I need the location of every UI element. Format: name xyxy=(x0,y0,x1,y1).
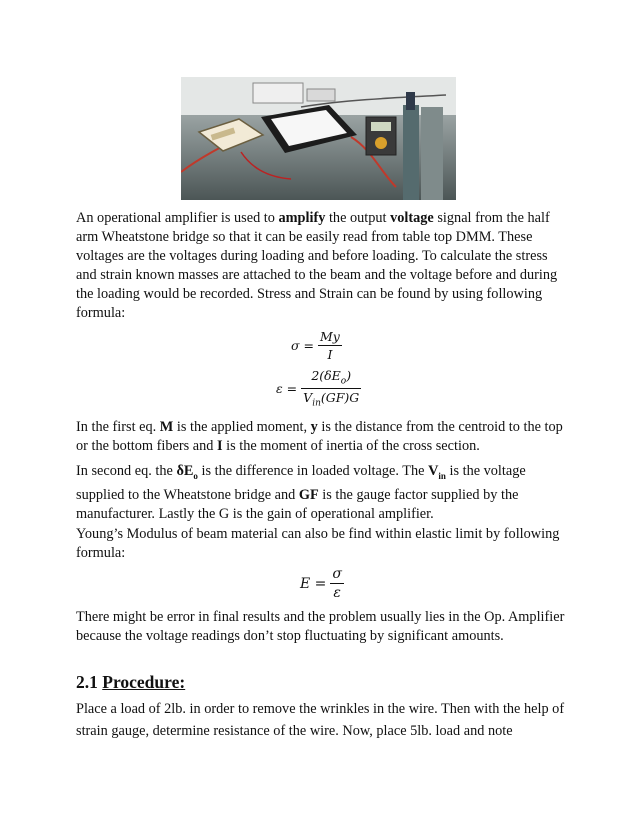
bold-term-voltage: voltage xyxy=(390,210,434,226)
symbol-text: V xyxy=(428,463,439,479)
fraction-denominator xyxy=(301,388,361,409)
text-run: the output xyxy=(325,210,391,226)
bold-symbol-y: y xyxy=(310,419,318,435)
bold-symbol-vin xyxy=(428,463,446,479)
numerator-part: ) xyxy=(346,368,352,383)
denominator-part: V xyxy=(303,389,313,405)
fraction xyxy=(301,368,361,408)
text-run: In second eq. the xyxy=(76,463,177,479)
equation-stress xyxy=(291,329,342,362)
fraction xyxy=(330,566,344,601)
paragraph-youngs-modulus: Young’s Modulus of beam material can also be find within elastic limit by following formula: xyxy=(76,526,560,561)
paragraph-first-equation-explanation xyxy=(76,418,566,456)
denominator-subscript: in xyxy=(312,398,321,408)
heading-number: 2.1 xyxy=(76,672,103,692)
symbol-subscript: o xyxy=(193,470,198,481)
equation-lhs: σ = xyxy=(291,338,314,353)
paragraph-procedure-steps: Place a load of 2lb. in order to remove the wrinkles in the wire. Then with the help of strain gauge, determine resistance of the wire. Now, place 5lb. load and note xyxy=(76,701,565,739)
fraction-denominator: I xyxy=(318,345,342,362)
bold-symbol-gf: GF xyxy=(298,486,319,503)
text-run: is the distance from the centroid to the top or the bottom fibers and xyxy=(76,419,563,454)
equation-strain xyxy=(276,368,361,408)
heading-title: Procedure: xyxy=(102,672,186,692)
bold-symbol-m: M xyxy=(159,419,174,435)
bold-term-amplify: amplify xyxy=(278,210,326,226)
text-run: is the voltage supplied to the Wheatstone bridge and xyxy=(76,463,526,503)
equation-lhs: E = xyxy=(300,575,327,592)
numerator-part: 2(δE xyxy=(311,368,341,383)
fraction-numerator: My xyxy=(319,329,340,344)
equation-lhs: ε = xyxy=(276,380,298,396)
fraction-numerator: σ xyxy=(332,566,342,582)
symbol-subscript: in xyxy=(438,470,446,481)
paragraph-error-note: There might be error in final results and the problem usually lies in the Op. Amplifier because the voltage readings don’t stop fluctuating by significant amounts. xyxy=(76,609,565,644)
fraction-numerator xyxy=(301,368,361,388)
equation-youngs-modulus xyxy=(300,566,344,601)
text-run: is the applied moment, xyxy=(173,419,311,435)
bold-symbol-delta-eo xyxy=(176,463,197,479)
symbol-text: δE xyxy=(176,463,194,479)
text-run: is the gauge factor supplied by the manufacturer. Lastly the G is the gain of operational amplifier. xyxy=(76,486,519,522)
text-run: is the difference in loaded voltage. The xyxy=(197,463,429,479)
text-run: signal from the half arm Wheatstone bridge so that it can be easily read from table top DMM. These voltages are the voltages during loading and before loading. To calculate the stress and strain known masses are attached to the beam and the voltage before and during the loading would be recorded. Stress and Strain can be found by using following formula: xyxy=(76,210,558,321)
bold-symbol-i: I xyxy=(216,438,223,454)
paragraph-amplifier-description xyxy=(76,209,566,323)
text-run: is the moment of inertia of the cross section. xyxy=(222,438,480,454)
fraction-denominator: ε xyxy=(330,583,344,601)
denominator-part: (GF)G xyxy=(320,389,360,405)
text-run: In the first eq. xyxy=(76,419,160,435)
fraction xyxy=(318,329,342,362)
paragraph-second-equation-explanation xyxy=(76,462,566,524)
numerator-subscript: o xyxy=(340,376,347,387)
section-heading-procedure xyxy=(76,672,185,693)
lab-setup-illustration xyxy=(181,77,456,200)
text-run: An operational amplifier is used to xyxy=(76,210,279,226)
lab-setup-photo xyxy=(181,77,456,200)
